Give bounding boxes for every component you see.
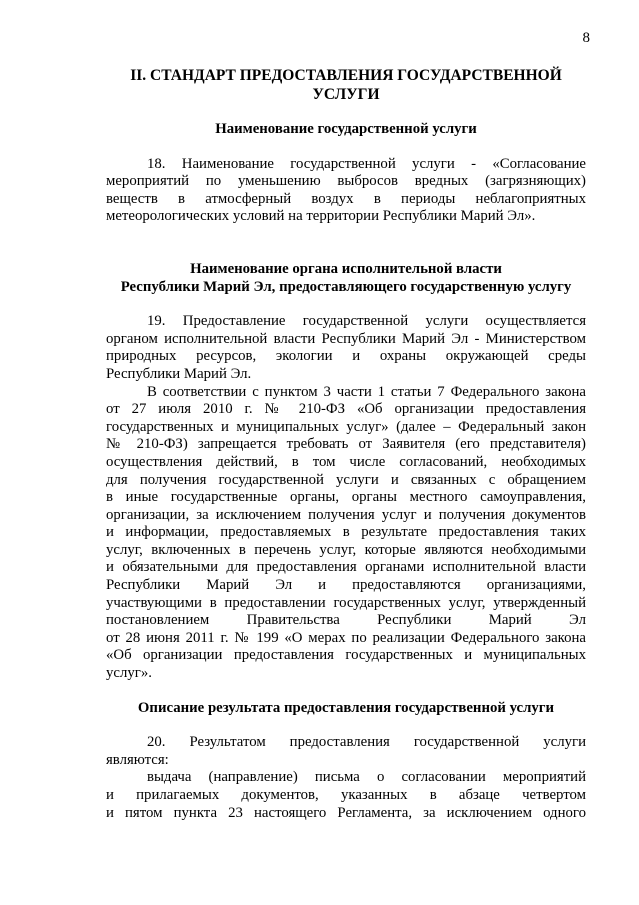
paragraph-line: для получения государственной услуги и связанных с обращением xyxy=(106,471,586,488)
paragraph-line: государственных и муниципальных услуг» (далее – Федеральный закон xyxy=(106,418,586,435)
paragraph-line: постановлением Правительства Республики Марий Эл xyxy=(106,612,586,629)
paragraph-19 xyxy=(106,313,586,383)
paragraph-line: организации, за исключением получения услуг и получения документов xyxy=(106,506,586,523)
paragraph-line: в иные государственные органы, органы местного самоуправления, xyxy=(106,489,586,506)
heading-service-result: Описание результата предоставления государственной услуги xyxy=(137,699,555,716)
paragraph-line: от 28 июня 2011 г. № 199 «О мерах по реализации Федерального закона xyxy=(106,629,586,646)
paragraph-line: В соответствии с пунктом 3 части 1 статьи 7 Федерального закона xyxy=(147,383,586,400)
paragraph-line: 18. Наименование государственной услуги - «Согласование xyxy=(147,155,586,172)
paragraph-line: осуществления действий, в том числе согласований, необходимых xyxy=(106,453,586,470)
paragraph-20-continued xyxy=(106,769,586,822)
document-body xyxy=(106,66,586,822)
paragraph-line: участвующими в предоставлении государственных услуг, утвержденный xyxy=(106,594,586,611)
paragraph-line: веществ в атмосферный воздух в периоды неблагоприятных xyxy=(106,190,586,207)
paragraph-line: 19. Предоставление государственной услуги осуществляется xyxy=(147,313,586,330)
paragraph-20 xyxy=(106,734,586,769)
paragraph-line: от 27 июля 2010 г. № 210-ФЗ «Об организации предоставления xyxy=(106,401,586,418)
paragraph-line: и информации, предоставляемых в результате предоставления таких xyxy=(106,524,586,541)
paragraph-19-continued xyxy=(106,384,586,683)
paragraph-line: и пятом пункта 23 настоящего Регламента, за исключением одного xyxy=(106,804,586,821)
paragraph-line: услуг». xyxy=(106,665,152,682)
heading-authority-line-1: Наименование органа исполнительной власти xyxy=(190,260,502,277)
paragraph-line: № 210-ФЗ) запрещается требовать от Заявителя (его представителя) xyxy=(106,436,586,453)
page-number: 8 xyxy=(582,30,590,46)
paragraph-line: 20. Результатом предоставления государственной услуги xyxy=(147,734,586,751)
section-title-line-1: II. СТАНДАРТ ПРЕДОСТАВЛЕНИЯ ГОСУДАРСТВЕННОЙ xyxy=(130,67,562,84)
paragraph-line: выдача (направление) письма о согласовании мероприятий xyxy=(147,769,586,786)
paragraph-line: Республики Марий Эл и предоставляются организациями, xyxy=(106,577,586,594)
paragraph-line: «Об организации предоставления государственных и муниципальных xyxy=(106,647,586,664)
heading-authority-line-2: Республики Марий Эл, предоставляющего государственную услугу xyxy=(120,278,572,295)
paragraph-line: природных ресурсов, экологии и охраны окружающей среды xyxy=(106,348,586,365)
paragraph-18 xyxy=(106,156,586,226)
section-title-line-2: УСЛУГИ xyxy=(312,86,380,103)
paragraph-line: являются: xyxy=(106,751,169,768)
paragraph-line: услуг, включенных в перечень услуг, которые являются необходимыми xyxy=(106,541,586,558)
paragraph-line: органом исполнительной власти Республики Марий Эл - Министерством xyxy=(106,330,586,347)
paragraph-line: и обязательными для предоставления органами исполнительной власти xyxy=(106,559,586,576)
heading-service-name: Наименование государственной услуги xyxy=(215,121,477,137)
paragraph-line: мероприятий по уменьшению выбросов вредных (загрязняющих) xyxy=(106,173,586,190)
paragraph-line: метеорологических условий на территории Республики Марий Эл». xyxy=(106,208,536,225)
paragraph-line: Республики Марий Эл. xyxy=(106,365,252,382)
paragraph-line: и прилагаемых документов, указанных в абзаце четвертом xyxy=(106,787,586,803)
